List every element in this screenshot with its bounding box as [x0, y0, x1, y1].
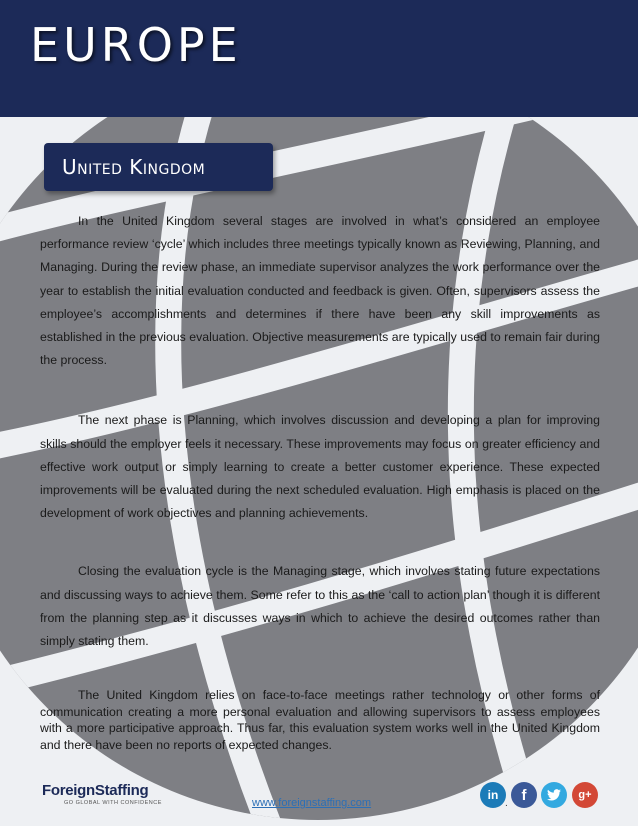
- facebook-icon[interactable]: f: [511, 782, 537, 808]
- paragraph: In the United Kingdom several stages are involved in what’s considered an employee performance review ‘cycle’ which includes three meetings typically known as Reviewing, Planning, and Managing. During the review phase, an immediate supervisor analyzes the work performance over the year to establish the initial evaluation conducted and feedback is given. Often, supervisors assess the employee’s accomplishments and determines if there have been any skill improvements as established in the previous evaluation. Objective measurements are typically used to remain fair during the process.: [40, 214, 600, 368]
- linkedin-icon[interactable]: in: [480, 782, 506, 808]
- section-heading-badge: [44, 143, 273, 191]
- page-title: EUROPE: [30, 18, 242, 72]
- website-link[interactable]: www.foreignstaffing.com: [252, 797, 372, 809]
- company-logo[interactable]: [42, 782, 162, 806]
- footer-dot: .: [505, 798, 508, 809]
- logo-tagline: GO GLOBAL WITH CONFIDENCE: [64, 800, 162, 806]
- google-plus-icon[interactable]: g+: [572, 782, 598, 808]
- page-footer: [0, 770, 638, 826]
- twitter-icon[interactable]: [541, 782, 567, 808]
- paragraph: The next phase is Planning, which involves discussion and developing a plan for improving skills should the employer feels it necessary. These improvements may focus on greater efficiency and effective work output or simply learning to create a better customer experience. These expected improvements will be evaluated during the next scheduled evaluation. High emphasis is placed on the development of work objectives and planning achievements.: [40, 413, 600, 521]
- logo-wordmark: ForeignStaffing: [42, 782, 149, 799]
- paragraph: The United Kingdom relies on face-to-face meetings rather technology or other forms of communication creating a more personal evaluation and allowing supervisors to assess employees with a more participative approach. Thus far, this evaluation system works well in the United Kingdom and there have been no reports of expected changes.: [40, 688, 600, 752]
- twitter-bird-glyph: [547, 789, 561, 801]
- section-title: United Kingdom: [62, 155, 206, 179]
- article-body: [40, 210, 600, 753]
- page-header-banner: [0, 0, 638, 117]
- paragraph: Closing the evaluation cycle is the Managing stage, which involves stating future expectations and discussing ways to achieve them. Some refer to this as the ‘call to action plan’ though it is different from the planning step as it discusses ways in which to achieve the desired outcomes rather than simply stating them.: [40, 564, 600, 649]
